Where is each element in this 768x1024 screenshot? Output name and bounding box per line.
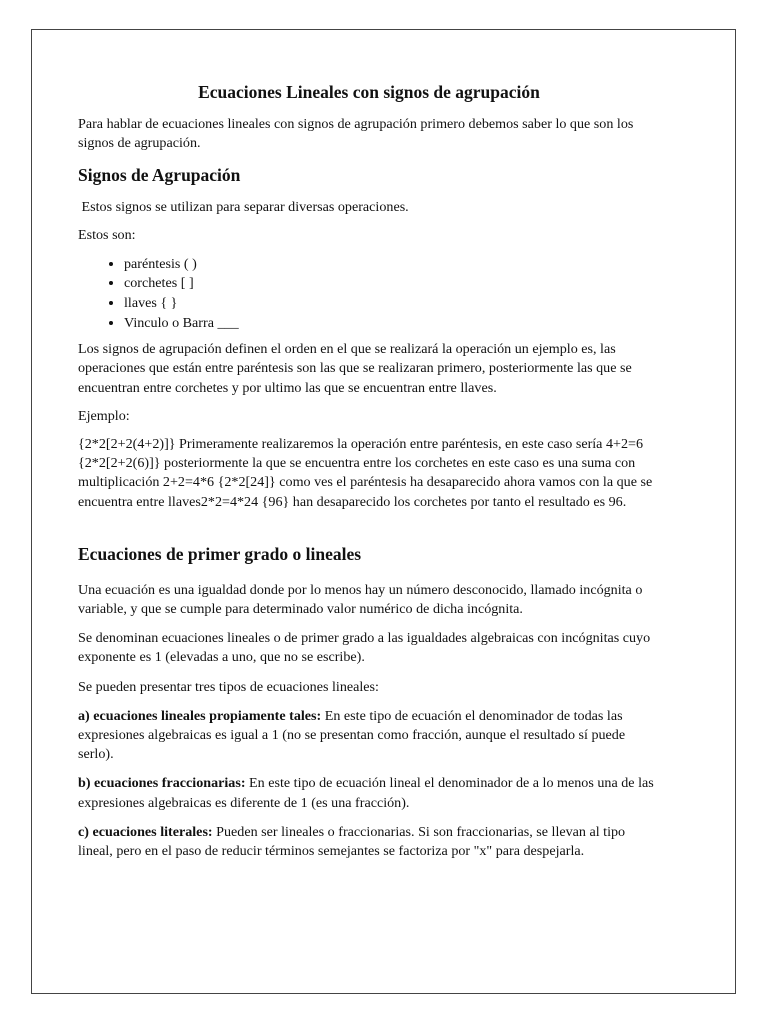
list-item: • Vinculo o Barra ___ <box>124 314 660 334</box>
estos-son-label: Estos son: <box>78 226 136 243</box>
tipo-b-text: En este tipo de ecuación lineal el denominador de a lo menos una de las expresiones algebraicas es diferente de 1 (es una fracción). <box>78 775 654 811</box>
ejemplo-paragraph: {2*2[2+2(4+2)]} Primeramente realizaremos la operación entre paréntesis, en este caso sería 4+2=6 {2*2[2+2(6)]} posteriormente la que se encuentra entre los corchetes en este caso es una suma con multiplicación 2+2=4*6 {2*2[24]} como ves el paréntesis ha desaparecido ahora vamos con la que se encuentra entre llaves2*2=4*24 {96} han desaparecido los corchetes por tanto el resultado es 96. <box>78 436 653 510</box>
ejemplo-label: Ejemplo: <box>78 407 130 424</box>
section-heading-signos: Signos de Agrupación <box>78 165 241 186</box>
tipo-c-paragraph <box>78 823 660 861</box>
tipo-b-paragraph <box>78 774 660 812</box>
tipo-a-text: En este tipo de ecuación el denominador de todas las expresiones algebraicas es igual a 1 (no se presentan como fracción, aunque el resultado sí puede serlo). <box>78 707 626 763</box>
definition-paragraph-2: Se denominan ecuaciones lineales o de primer grado a las igualdades algebraicas con incógnitas cuyo exponente es 1 (elevadas a uno, que no se escribe). <box>78 630 651 666</box>
signos-description: Estos signos se utilizan para separar diversas operaciones. <box>78 199 409 216</box>
tipos-intro: Se pueden presentar tres tipos de ecuaciones lineales: <box>78 678 379 695</box>
tipo-b-label: b) ecuaciones fraccionarias: <box>78 775 246 792</box>
list-item: • corchetes [ ] <box>124 274 660 294</box>
tipo-a-paragraph <box>78 707 660 765</box>
definition-paragraph-1: Una ecuación es una igualdad donde por lo menos hay un número desconocido, llamado incógnita o variable, y que se cumple para determinado valor numérico de dicha incógnita. <box>78 581 643 618</box>
section-heading-ecuaciones: Ecuaciones de primer grado o lineales <box>78 543 362 564</box>
list-item: • paréntesis ( ) <box>124 255 660 275</box>
intro-paragraph: Para hablar de ecuaciones lineales con signos de agrupación primero debemos saber lo que son los signos de agrupación. <box>78 116 634 152</box>
tipo-c-text: Pueden ser lineales o fraccionarias. Si son fraccionarias, se llevan al tipo lineal, pero en el paso de reducir términos semejantes se factoriza por "x" para despejarla. <box>78 823 626 860</box>
document-title: Ecuaciones Lineales con signos de agrupación <box>198 82 540 102</box>
tipo-a-label: a) ecuaciones lineales propiamente tales: <box>78 707 322 724</box>
orden-paragraph: Los signos de agrupación definen el orden en el que se realizará la operación un ejemplo es, las operaciones que están entre paréntesis son las que se realizaran primero, posteriormente las que se encuentran entre corchetes y por ultimo las que se encuentran entre llaves. <box>78 341 632 396</box>
document-body <box>78 80 660 861</box>
tipo-c-label: c) ecuaciones literales: <box>78 823 213 840</box>
signos-list <box>78 255 660 333</box>
list-item: • llaves { } <box>124 294 660 314</box>
